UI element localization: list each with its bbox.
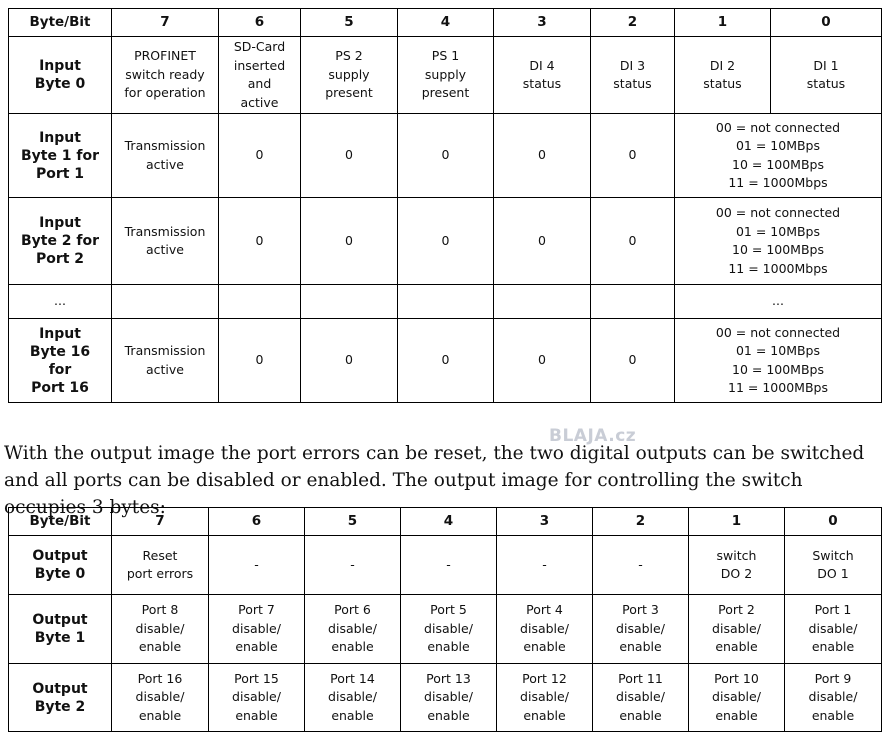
row-label: Input Byte 0 — [9, 37, 112, 114]
cell-bit-6: Port 15 disable/ enable — [209, 664, 305, 732]
cell-bit-4: Port 5 disable/ enable — [401, 595, 497, 664]
cell-bit-6: - — [209, 536, 305, 595]
header-bit-4: 4 — [398, 9, 494, 37]
link-speed-cell: ... — [675, 285, 882, 319]
header-bit-3: 3 — [497, 508, 593, 536]
header-bit-1: 1 — [689, 508, 785, 536]
empty-cell — [398, 285, 494, 319]
output-byte-2-row — [9, 664, 882, 732]
empty-cell — [112, 285, 219, 319]
cell-bit-7: Port 16 disable/ enable — [112, 664, 209, 732]
input-byte-16-row — [9, 319, 882, 403]
cell-bit-1: Port 2 disable/ enable — [689, 595, 785, 664]
link-speed-cell: 00 = not connected 01 = 10MBps 10 = 100MBps 11 = 1000MBps — [675, 319, 882, 403]
cell-bit-3: - — [497, 536, 593, 595]
cell-bit-6: 0 — [219, 114, 301, 198]
cell-bit-3: 0 — [494, 198, 591, 285]
cell-bit-1: Port 10 disable/ enable — [689, 664, 785, 732]
cell-bit-3: 0 — [494, 114, 591, 198]
link-speed-cell: 00 = not connected 01 = 10MBps 10 = 100MBps 11 = 1000Mbps — [675, 198, 882, 285]
header-bit-0: 0 — [785, 508, 882, 536]
cell-bit-2: 0 — [591, 198, 675, 285]
empty-cell — [494, 285, 591, 319]
cell-bit-2: Port 3 disable/ enable — [593, 595, 689, 664]
cell-bit-4: 0 — [398, 114, 494, 198]
cell-bit-3: Port 4 disable/ enable — [497, 595, 593, 664]
row-label: Input Byte 2 for Port 2 — [9, 198, 112, 285]
cell-bit-4: 0 — [398, 198, 494, 285]
cell-bit-1: DI 2 status — [675, 37, 771, 114]
watermark: BLAJA.cz — [549, 426, 637, 446]
input-header-row — [9, 9, 882, 37]
row-label: Output Byte 2 — [9, 664, 112, 732]
cell-bit-5: Port 14 disable/ enable — [305, 664, 401, 732]
cell-bit-2: 0 — [591, 319, 675, 403]
cell-bit-6: 0 — [219, 198, 301, 285]
header-bit-7: 7 — [112, 9, 219, 37]
header-bit-1: 1 — [675, 9, 771, 37]
cell-bit-2: 0 — [591, 114, 675, 198]
cell-bit-5: Port 6 disable/ enable — [305, 595, 401, 664]
cell-bit-5: PS 2 supply present — [301, 37, 398, 114]
input-ellipsis-row — [9, 285, 882, 319]
cell-bit-4: 0 — [398, 319, 494, 403]
input-byte-2-row — [9, 198, 882, 285]
cell-bit-6: Port 7 disable/ enable — [209, 595, 305, 664]
cell-bit-0: Switch DO 1 — [785, 536, 882, 595]
row-label: Output Byte 0 — [9, 536, 112, 595]
cell-bit-5: 0 — [301, 114, 398, 198]
output-byte-0-row — [9, 536, 882, 595]
cell-bit-4: Port 13 disable/ enable — [401, 664, 497, 732]
header-bit-7: 7 — [112, 508, 209, 536]
cell-bit-6: SD-Card inserted and active — [219, 37, 301, 114]
cell-bit-4: - — [401, 536, 497, 595]
row-label: ... — [9, 285, 112, 319]
header-bit-5: 5 — [305, 508, 401, 536]
header-byte-bit: Byte/Bit — [9, 508, 112, 536]
cell-bit-7: Reset port errors — [112, 536, 209, 595]
cell-bit-5: 0 — [301, 319, 398, 403]
link-speed-cell: 00 = not connected 01 = 10MBps 10 = 100MBps 11 = 1000Mbps — [675, 114, 882, 198]
header-byte-bit: Byte/Bit — [9, 9, 112, 37]
empty-cell — [591, 285, 675, 319]
cell-bit-2: Port 11 disable/ enable — [593, 664, 689, 732]
cell-bit-7: Transmission active — [112, 114, 219, 198]
output-byte-1-row — [9, 595, 882, 664]
cell-bit-7: Transmission active — [112, 198, 219, 285]
row-label: Output Byte 1 — [9, 595, 112, 664]
cell-bit-3: DI 4 status — [494, 37, 591, 114]
cell-bit-2: - — [593, 536, 689, 595]
output-image-table — [8, 507, 882, 732]
header-bit-3: 3 — [494, 9, 591, 37]
cell-bit-7: PROFINET switch ready for operation — [112, 37, 219, 114]
row-label: Input Byte 1 for Port 1 — [9, 114, 112, 198]
cell-bit-3: 0 — [494, 319, 591, 403]
empty-cell — [301, 285, 398, 319]
input-image-table — [8, 8, 882, 403]
cell-bit-7: Port 8 disable/ enable — [112, 595, 209, 664]
cell-bit-5: - — [305, 536, 401, 595]
cell-bit-3: Port 12 disable/ enable — [497, 664, 593, 732]
row-label: Input Byte 16 for Port 16 — [9, 319, 112, 403]
cell-bit-0: DI 1 status — [771, 37, 882, 114]
input-byte-1-row — [9, 114, 882, 198]
header-bit-2: 2 — [591, 9, 675, 37]
output-image-description: With the output image the port errors can be reset, the two digital outputs can be switched and all ports can be disabled or enabled. The output image for controlling the switch occupies 3 bytes: — [4, 443, 865, 518]
cell-bit-7: Transmission active — [112, 319, 219, 403]
header-bit-6: 6 — [209, 508, 305, 536]
header-bit-4: 4 — [401, 508, 497, 536]
cell-bit-6: 0 — [219, 319, 301, 403]
input-byte-0-row — [9, 37, 882, 114]
cell-bit-4: PS 1 supply present — [398, 37, 494, 114]
cell-bit-0: Port 9 disable/ enable — [785, 664, 882, 732]
header-bit-5: 5 — [301, 9, 398, 37]
cell-bit-1: switch DO 2 — [689, 536, 785, 595]
cell-bit-2: DI 3 status — [591, 37, 675, 114]
empty-cell — [219, 285, 301, 319]
output-header-row — [9, 508, 882, 536]
header-bit-6: 6 — [219, 9, 301, 37]
header-bit-2: 2 — [593, 508, 689, 536]
cell-bit-5: 0 — [301, 198, 398, 285]
cell-bit-0: Port 1 disable/ enable — [785, 595, 882, 664]
header-bit-0: 0 — [771, 9, 882, 37]
